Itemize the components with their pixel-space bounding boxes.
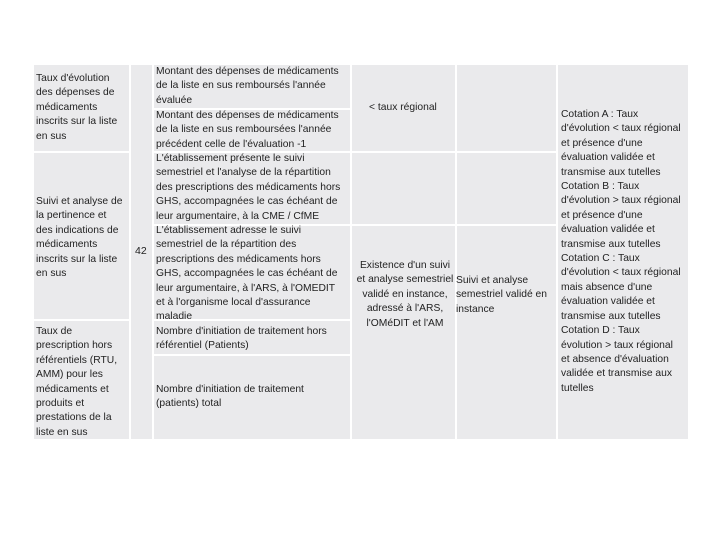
target-suivi-transmission: Existence d'un suivi et analyse semestriel validé en instance, adressé à l'ARS, l'OMéDIT et l'AM bbox=[356, 260, 454, 329]
criterion-number: 42 bbox=[135, 245, 147, 257]
cotation-text: Cotation A : Taux d'évolution < taux régional et présence d'une évaluation validée et transmise aux tutelles Cotation B : Taux d'évolution > taux régional et présence d'une évaluation validée et transmise aux tutelles Cotation C : Taux d'évolution < taux régional mais absence d'une évaluation validée et transmise aux tutelles Cotation D : Taux évolution > taux régional et absence d'évaluation validée et transmise aux tutelles bbox=[561, 109, 681, 394]
indicator-1: Montant des dépenses de médicaments de la liste en sus remboursés l'année évaluée bbox=[156, 66, 339, 106]
indicator-2: Montant des dépenses de médicaments de la liste en sus remboursées l'année précédent celle de l'évaluation -1 bbox=[156, 110, 339, 150]
criterion-suivi: Suivi et analyse de la pertinence et des indications de médicaments inscrits sur la liste en sus bbox=[36, 196, 123, 280]
indicator-3: L'établissement présente le suivi semestriel et l'analyse de la répartition des prescriptions des médicaments hors GHS, accompagnées le cas échéant de leur argumentaire, à la CME / CfME bbox=[156, 153, 341, 222]
target-cell-5-bottom bbox=[457, 226, 556, 439]
indicator-5: Nombre d'initiation de traitement hors référentiel (Patients) bbox=[156, 326, 327, 352]
target-cell-mid bbox=[352, 153, 455, 224]
target-cell-5-mid bbox=[457, 153, 556, 224]
criterion-evolution: Taux d'évolution des dépenses de médicaments inscrits sur la liste en sus bbox=[36, 73, 118, 142]
target-suivi-instance: Suivi et analyse semestriel validé en instance bbox=[456, 275, 547, 315]
target-cell-5-top bbox=[457, 65, 556, 151]
indicator-4: L'établissement adresse le suivi semestriel de la répartition des prescriptions des médicaments hors GHS, accompagnées le cas échéant de leur argumentaire, à l'ARS, à l'OMEDIT et à l'organisme local d'assurance maladie bbox=[156, 225, 338, 323]
criterion-prescription: Taux de prescription hors référentiels (RTU, AMM) pour les médicaments et produits et prestations de la liste en sus bbox=[36, 326, 118, 438]
target-regional: < taux régional bbox=[369, 102, 437, 113]
target-cell-suivi bbox=[352, 226, 455, 439]
indicator-6: Nombre d'initiation de traitement (patients) total bbox=[156, 384, 304, 410]
